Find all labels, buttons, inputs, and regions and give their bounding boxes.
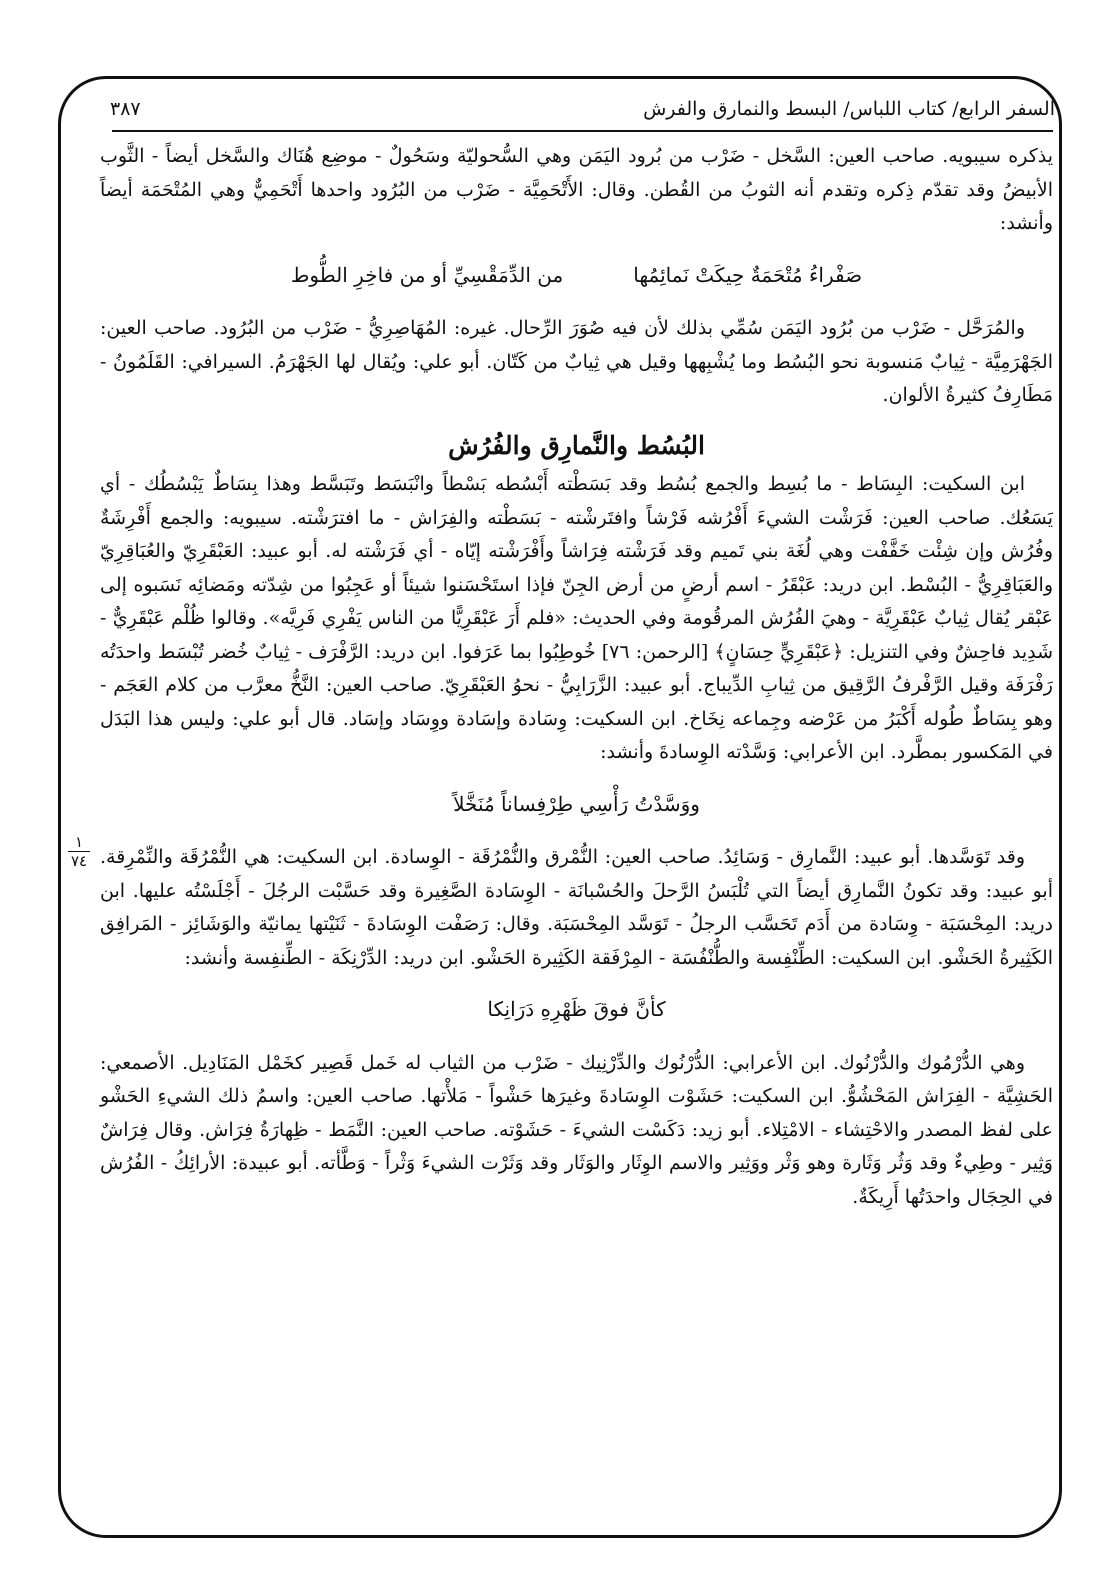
paragraph-3: ابن السكيت: البِسَاط - ما بُسِط والجمع بُسُط وقد بَسَطْته أَبْسُطه بَسْطاً وانْبَسَط وتَبَسَّط وهذا بِسَاطٌ يَبْسُطُك - أي يَسَعُك. صاحب العين: فَرَشْت الشيءَ أَفْرُشه فَرْشاً وافتَرشْته - بَسَطْته والفِرَاش - ما افترَشْته. سيبويه: والجمع أَفْرِشَةٌ وفُرُش وإن شِئْت خَفَّفْت وهي لُغَة بني تَميم وقد فَرَشْته فِرَاشاً وأَفْرَشْته إيّاه - أي فَرَشْته له. أبو عبيد: العَبْقَرِيّ والعُبَاقِرِيّ والعَبَاقِرِيُّ - البُسْط. ابن دريد: عَبْقَرُ - اسم أرضٍ من أرض الجِنّ فإذا استَحْسَنوا شيئاً أو عَجِبُوا من شِدّته ومَضائِه نَسَبوه إلى عَبْقر يُقال ثِيابٌ عَبْقَرِيَّة - وهيَ الفُرُش المرقُومة وفي الحديث: «فلم أَرَ عَبْقَرِيًّا من الناس يَفْرِي فَرِيَّه». وقالوا ظُلْم عَبْقَرِيٌّ - شَدِيد فاحِشٌ وفي التنزيل: ﴿عَبْقَرِيٍّ حِسَانٍ﴾ [الرحمن: ٧٦] خُوطِبُوا بما عَرَفوا. ابن دريد: الرَّفْرَف - ثِيابٌ خُضر تُبْسَط واحدَتُه رَفْرَفَة وقيل الرَّفْرفُ الرَّقِيق من ثِيابِ الدِّيباج. أبو عبيد: الزَّرَابِيُّ - نحوُ العَبْقَرِيّ. صاحب العين: النَّخُّ معرَّب من كلام العَجَم - وهو بِسَاطٌ طُوله أَكْبَرُ من عَرْضه وجِماعه نِخَاخ. ابن السكيت: وِسَادة وإسَادة ووِسَاد وإسَاد. قال أبو علي: وليس هذا البَدَل في المَكسور بمطَّرد. ابن الأعرابي: وَسَّدْته الوِسادةَ وأنشد: — [100, 473, 1053, 763]
paragraph-1: يذكره سيبويه. صاحب العين: السَّخل - ضَرْب من بُرود اليَمَن وهي السُّحوليّة وسَحُولٌ - موضِع هُنَاك والسَّخل أيضاً - الثَّوب الأبيضُ وقد تقدّم ذِكره وتقدم أنه الثوبُ من القُطن. وقال: الأَتْحَمِيَّة - ضَرْب من البُرُود واحدها أَتْحَمِيٌّ وهي المُتْحَمَة أيضاً وأنشد: — [100, 145, 1053, 234]
verse-1-first-hemistich: صَفْراءُ مُتْحَمَةٌ حِيكَتْ نَمائِمُها — [633, 262, 863, 287]
margin-note-bottom: ٧٤ — [70, 852, 88, 870]
paragraph-4: وقد تَوَسَّدها. أبو عبيد: النَّمارِق - وَسَائِدُ. صاحب العين: النُّمْرق والنُّمْرُقَة - الوِسادة. ابن السكيت: هي النُّمْرُقَة والنِّمْرِقة. أبو عبيد: وقد تكونُ النَّمارِق أيضاً التي تُلْبَسُ الرَّحلَ والحُسْبانَة - الوِسَادة الصَّغِيرة وقد حَسَّبْت الرجُلَ - أَجْلَسْتُه عليها. ابن دريد: المِحْسَبَة - وِسَادة من أَدَم تَحَسَّب الرجلُ - تَوَسَّد المِحْسَبَة. وقال: رَصَفْت الوِسَادةَ - ثَنَيْتها يمانيّة والوَشَائِز - المَرافِق الكَثِيرةُ الحَشْو. ابن السكيت: الطِّنْفِسة والطُّنْفُسَة - المِرْفَقة الكَثِيرة الحَشْو. ابن دريد: الدِّرْنِكَة - الطِّنفِسة وأنشد: — [100, 846, 1053, 969]
paragraph-2: والمُرَحَّل - ضَرْب من بُرُود اليَمَن سُمِّي بذلك لأن فيه صُوَرَ الرِّحال. غيره: المُهَاصِرِيُّ - ضَرْب من البُرُود. صاحب العين: الجَهْرَمِيَّة - ثِيابٌ مَنسوبة نحو البُسُط وما يُشْبِهها وقيل هي ثِيابٌ من كَتّان. أبو علي: ويُقال لها الجَهْرَمُ. السيرافي: القَلَمُونُ - مَطَارِفُ كثيرةُ الألوان. — [100, 317, 1053, 406]
running-title: السفر الرابع/ كتاب اللباس/ البسط والنمارق والفرش — [643, 98, 1055, 120]
verse-1-second-hemistich: من الدِّمَقْسِيِّ أو من فاخِرِ الطُّوط — [290, 262, 564, 287]
verse-3-text: كأنَّ فوقَ ظَهْرِهِ دَرَانِكا — [487, 997, 666, 1021]
verse-3 — [100, 993, 1053, 1027]
page-number: ٣٨٧ — [110, 98, 141, 120]
verse-2-text: ووَسَّدْتُ رَأْسِي طِرْفِساناً مُنَخَّلاً — [453, 791, 700, 816]
section-title: البُسُط والنَّمارِق والفُرُش — [448, 430, 705, 460]
page-header — [110, 94, 1055, 124]
page-content — [100, 140, 1053, 1214]
verse-2 — [100, 788, 1053, 822]
margin-note — [66, 834, 92, 869]
paragraph-5: وهي الدُّرْمُوك والدُّرْنُوك. ابن الأعرابي: الدُّرْنُوك والدِّرْنِيك - ضَرْب من الثياب له خَمل قَصِير كخَمْل المَنَادِيل. الأصمعي: الحَشِيَّة - الفِرَاش المَحْشُوُّ. ابن السكيت: حَشَوْت الوِسَادةَ وغيرَها حَشْواً - مَلأْتها. صاحب العين: واسمُ ذلك الشيءِ الحَشْو على لفظ المصدر والاحْتِشاء - الامْتِلاء. أبو زيد: دَكَسْت الشيءَ - حَشَوْته. صاحب العين: النَّمَط - ظِهارَةُ فِرَاش. وقال فِرَاشٌ وَثِير - وطِيءٌ وقد وَثُر وَثَارة وهو وَثْر ووَثِير والاسم الوِثَار والوَثَار وقد وَثَرْت الشيءَ وَثْراً - وَطَّأته. أبو عبيدة: الأرائِكُ - الفُرُش في الحِجَال واحدَتُها أَرِيكَةٌ. — [100, 1051, 1053, 1208]
verse-1 — [100, 259, 1053, 293]
margin-note-top: ١ — [74, 833, 84, 851]
header-rule — [112, 130, 1053, 132]
